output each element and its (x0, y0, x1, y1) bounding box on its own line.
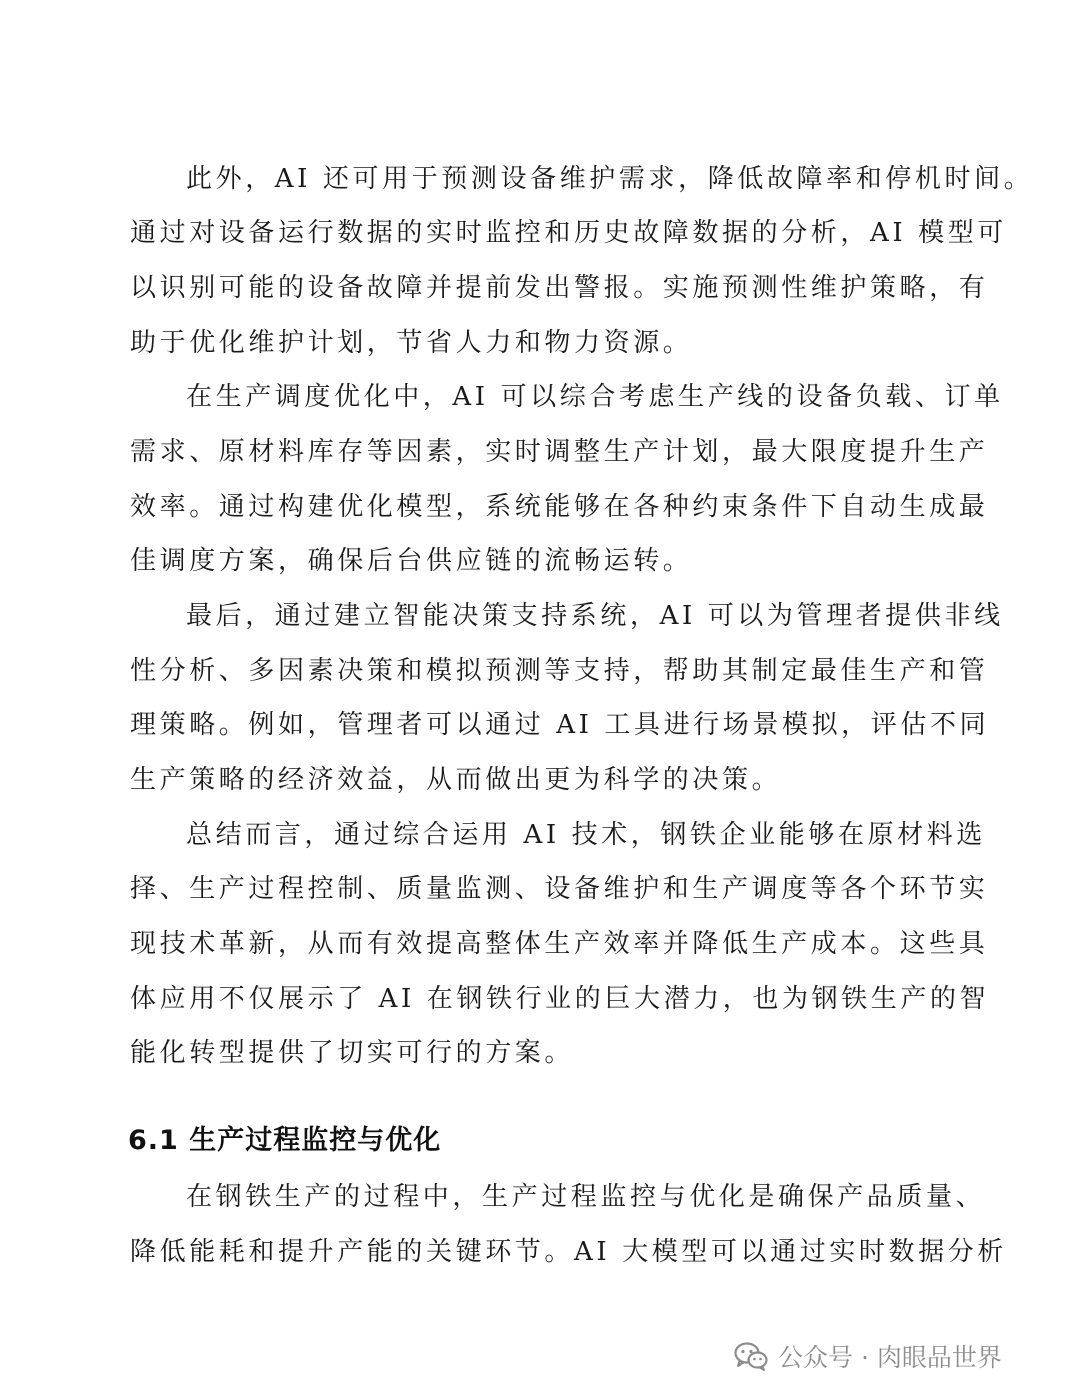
text-line: 理策略。例如，管理者可以通过 AI 工具进行场景模拟，评估不同 (130, 710, 990, 740)
text-line: 在钢铁生产的过程中，生产过程监控与优化是确保产品质量、 (186, 1182, 986, 1212)
wechat-icon (734, 1341, 768, 1371)
text-line: 佳调度方案，确保后台供应链的流畅运转。 (130, 546, 693, 576)
watermark-text: 公众号 · 肉眼品世界 (778, 1343, 1002, 1372)
text-line: 体应用不仅展示了 AI 在钢铁行业的巨大潜力，也为钢铁生产的智 (130, 984, 990, 1014)
text-line: 效率。通过构建优化模型，系统能够在各种约束条件下自动生成最 (130, 492, 989, 522)
text-line: 以识别可能的设备故障并提前发出警报。实施预测性维护策略，有 (130, 273, 989, 303)
text-line: 性分析、多因素决策和模拟预测等支持，帮助其制定最佳生产和管 (130, 656, 989, 686)
section-heading: 6.1 生产过程监控与优化 (128, 1125, 442, 1156)
text-line: 通过对设备运行数据的实时监控和历史故障数据的分析，AI 模型可 (130, 218, 1007, 248)
text-line: 总结而言，通过综合运用 AI 技术，钢铁企业能够在原材料选 (186, 820, 986, 850)
text-line: 助于优化维护计划，节省人力和物力资源。 (130, 328, 693, 358)
text-line: 生产策略的经济效益，从而做出更为科学的决策。 (130, 765, 782, 795)
watermark (734, 1336, 1002, 1376)
text-line: 最后，通过建立智能决策支持系统，AI 可以为管理者提供非线 (186, 601, 1004, 631)
text-line: 在生产调度优化中，AI 可以综合考虑生产线的设备负载、订单 (186, 382, 1004, 412)
text-line: 现技术革新，从而有效提高整体生产效率并降低生产成本。这些具 (130, 929, 989, 959)
text-line: 能化转型提供了切实可行的方案。 (130, 1038, 575, 1068)
text-line: 降低能耗和提升产能的关键环节。AI 大模型可以通过实时数据分析 (130, 1237, 1007, 1267)
text-line: 需求、原材料库存等因素，实时调整生产计划，最大限度提升生产 (130, 437, 989, 467)
text-line: 择、生产过程控制、质量监测、设备维护和生产调度等各个环节实 (130, 874, 989, 904)
text-line: 此外，AI 还可用于预测设备维护需求，降低故障率和停机时间。 (186, 164, 1034, 194)
